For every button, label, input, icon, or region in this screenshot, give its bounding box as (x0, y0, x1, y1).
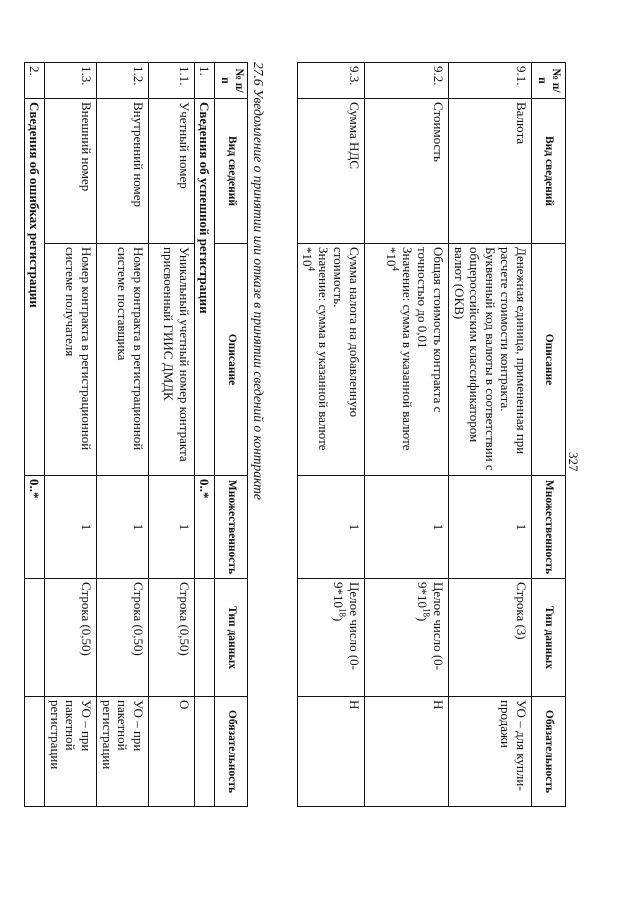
header-data-type: Тип данных (215, 579, 248, 697)
row-required: Н (297, 697, 364, 807)
description-line: Сумма налога на добавленную стоимость. (331, 247, 363, 418)
header-description: Описание (532, 244, 566, 476)
page-number: 327 (566, 452, 581, 472)
exponent: 4 (390, 266, 401, 271)
currency-fields-table (297, 62, 566, 807)
header-required: Обязательность (532, 697, 566, 807)
table-caption: 27.6 Уведомление о принятии или отказе в принятии сведений о контракте (251, 62, 266, 500)
data-type-close: ) (415, 617, 431, 622)
header-type: Вид сведений (532, 99, 566, 244)
row-data-type: Строка (0,50) (45, 579, 97, 697)
row-required (194, 697, 215, 807)
row-number: 9.1. (449, 63, 532, 99)
row-multiplicity: 1 (148, 476, 194, 579)
row-type: Внешний номер (45, 99, 97, 244)
section-title: Сведения об ошибках регистрации (24, 99, 45, 476)
row-description (365, 244, 449, 476)
row-multiplicity: 1 (97, 476, 149, 579)
table-row (148, 63, 194, 807)
row-number: 1. (194, 63, 215, 99)
row-multiplicity: 0..* (24, 476, 45, 579)
row-multiplicity: 1 (45, 476, 97, 579)
table-row (449, 63, 532, 807)
row-required: Н (365, 697, 449, 807)
table-row (97, 63, 149, 807)
header-multiplicity: Множественность (532, 476, 566, 579)
row-description: Денежная единица, примененная при расчете стоимости контракта. Буквенный код валюты в соответствии с общероссийским классификатором валют (ОКВ) (449, 244, 532, 476)
table-header-row (532, 63, 566, 807)
row-number: 1.1. (148, 63, 194, 99)
header-multiplicity: Множественность (215, 476, 248, 579)
row-data-type (365, 579, 449, 697)
row-data-type: Строка (0,50) (148, 579, 194, 697)
row-multiplicity: 1 (297, 476, 364, 579)
data-type-text: Целое число (0-9*10 (331, 582, 363, 670)
table-row (45, 63, 97, 807)
section-row (194, 63, 215, 807)
header-num: № п/п (532, 63, 566, 99)
row-required (24, 697, 45, 807)
table-header-row (215, 63, 248, 807)
row-data-type (297, 579, 364, 697)
row-multiplicity: 1 (449, 476, 532, 579)
row-required: УО – при пакетной регистрации (97, 697, 149, 807)
data-type-close: ) (331, 617, 347, 622)
exponent: 18 (421, 608, 432, 617)
header-data-type: Тип данных (532, 579, 566, 697)
registration-notice-table (24, 62, 248, 807)
header-num: № п/п (215, 63, 248, 99)
row-type: Учетный номер (148, 99, 194, 244)
table-row (365, 63, 449, 807)
row-number: 9.3. (297, 63, 364, 99)
row-data-type (194, 579, 215, 697)
row-description: Уникальный учетный номер контракта присвоенный ГИИС ДМДК (148, 244, 194, 476)
row-number: 1.2. (97, 63, 149, 99)
section-title: Сведения об успешной регистрации (194, 99, 215, 476)
row-data-type: Строка (0,50) (97, 579, 149, 697)
data-type-text: Целое число (0-9*10 (415, 582, 447, 670)
row-type: Сумма НДС (297, 99, 364, 244)
row-description: Номер контракта в регистрационной системе получателя (45, 244, 97, 476)
row-description (297, 244, 364, 476)
header-required: Обязательность (215, 697, 248, 807)
row-data-type (24, 579, 45, 697)
row-type: Стоимость (365, 99, 449, 244)
description-line: Общая стоимость контракта с точностью до 0,01 (415, 247, 447, 413)
rotated-page-content (27, 62, 566, 842)
header-description: Описание (215, 244, 248, 476)
row-data-type: Строка (3) (449, 579, 532, 697)
description-line: Значение: сумма в указанной валюте *10 (300, 247, 331, 451)
row-multiplicity: 0..* (194, 476, 215, 579)
row-type: Внутренний номер (97, 99, 149, 244)
row-description: Номер контракта в регистрационной системе поставщика (97, 244, 149, 476)
row-number: 9.2. (365, 63, 449, 99)
exponent: 4 (306, 266, 317, 271)
exponent: 18 (337, 608, 348, 617)
row-required: О (148, 697, 194, 807)
row-required: УО – для купли-продажи (449, 697, 532, 807)
row-type: Валюта (449, 99, 532, 244)
table-row (297, 63, 364, 807)
description-line: Значение: сумма в указанной валюте *10 (384, 247, 415, 451)
row-required: УО – при пакетной регистрации (45, 697, 97, 807)
section-row (24, 63, 45, 807)
row-multiplicity: 1 (365, 476, 449, 579)
row-number: 2. (24, 63, 45, 99)
row-number: 1.3. (45, 63, 97, 99)
header-type: Вид сведений (215, 99, 248, 244)
